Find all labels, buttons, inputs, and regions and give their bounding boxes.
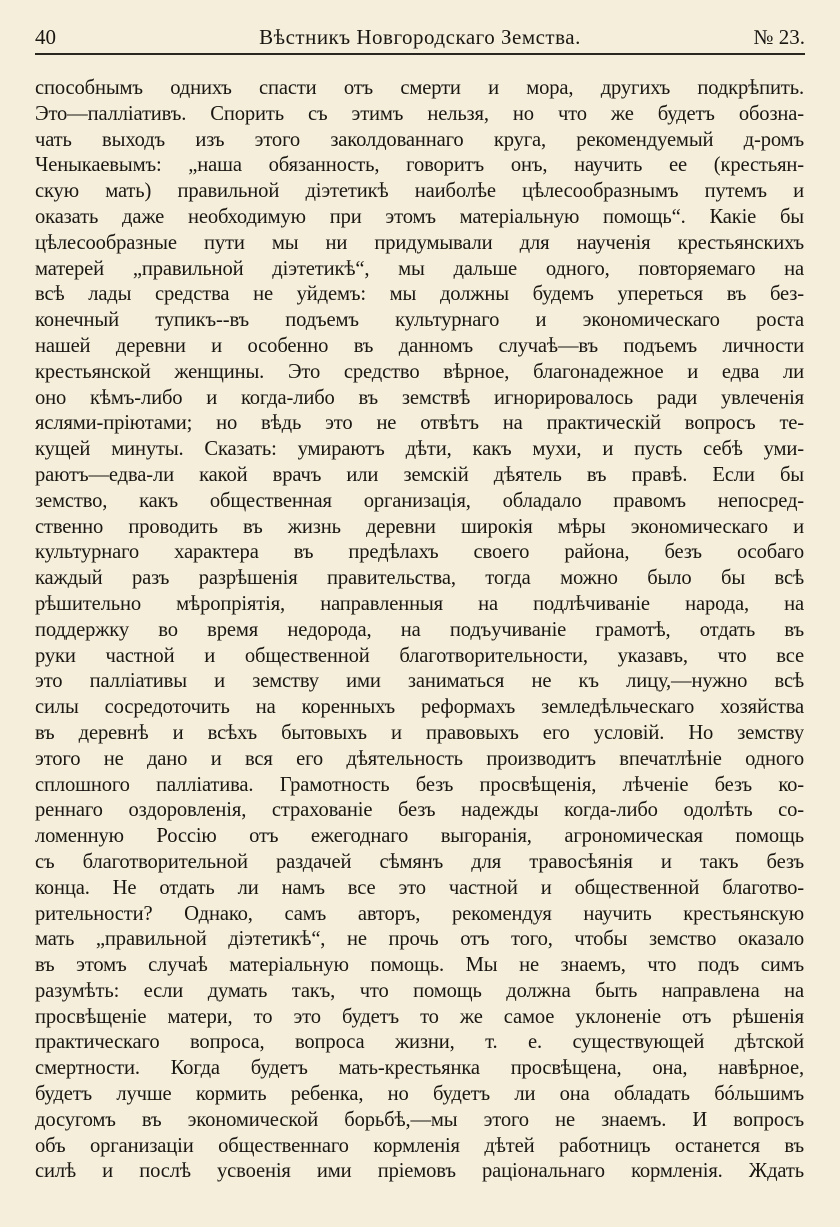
text-line: каждый разъ разрѣшенiя правительства, тогда можно было бы всѣ (35, 567, 804, 590)
journal-title: Вѣстникъ Новгородскаго Земства. (259, 25, 581, 49)
text-line: силѣ и послѣ усвоенiя ими прiемовъ рацiональнаго кормленiя. Ждать (35, 1160, 804, 1183)
issue-number: № 23. (753, 25, 805, 49)
page-number: 40 (35, 25, 56, 49)
text-line: поддержку во время недорода, на подъучиванiе грамотѣ, отдать въ (35, 618, 804, 641)
text-line: рительности? Однако, самъ авторъ, рекомендуя научить крестьянскую (35, 902, 804, 925)
text-line: объ организацiи общественнаго кормленiя дѣтей работницъ останется въ (35, 1134, 804, 1157)
text-line: яслями-прiютами; но вѣдь это не отвѣтъ на практическiй вопросъ те- (35, 412, 804, 435)
text-line: земство, какъ общественная организацiя, обладало правомъ непосред- (35, 489, 804, 512)
text-line: практическаго вопроса, вопроса жизни, т. е. существующей дѣтской (35, 1031, 804, 1054)
text-line: въ деревнѣ и всѣхъ бытовыхъ и правовыхъ его условiй. Но земству (35, 721, 804, 744)
text-line: конечный тупикъ--въ подъемъ культурнаго и экономическаго роста (35, 309, 804, 332)
running-header (35, 22, 805, 52)
text-line: силы сосредоточить на коренныхъ реформахъ земледѣльческаго хозяйства (35, 696, 804, 719)
text-line: крестьянской женщины. Это средство вѣрное, благонадежное и едва ли (35, 360, 804, 383)
text-line: будетъ лучше кормить ребенка, но будетъ ли она обладать бóльшимъ (35, 1083, 804, 1106)
body-text (35, 76, 804, 1185)
text-line: ственно проводить въ жизнь деревни широкiя мѣры экономическаго и (35, 515, 804, 538)
text-line: разумѣть: если думать такъ, что помощь должна быть направлена на (35, 979, 804, 1002)
text-line: смертности. Когда будетъ мать-крестьянка просвѣщена, она, навѣрное, (35, 1057, 804, 1080)
text-line: нашей деревни и особенно въ данномъ случаѣ—въ подъемъ личности (35, 334, 804, 357)
text-line: матерей „правильной дiэтетикѣ“, мы дальше одного, повторяемаго на (35, 257, 804, 280)
text-line: досугомъ въ экономической борьбѣ,—мы этого не знаемъ. И вопросъ (35, 1108, 804, 1131)
text-line: мать „правильной дiэтетикѣ“, не прочь отъ того, чтобы земство оказало (35, 928, 804, 951)
text-line: всѣ лады средства не уйдемъ: мы должны будемъ упереться въ без- (35, 283, 804, 306)
text-line: скую мать) правильной дiэтетикѣ наиболѣе цѣлесообразнымъ путемъ и (35, 180, 804, 203)
text-line: оказать даже необходимую при этомъ матерiальную помощь“. Какiе бы (35, 205, 804, 228)
text-line: этого не дано и вся его дѣятельность производитъ впечатлѣнiе одного (35, 747, 804, 770)
text-line: сплошного паллiатива. Грамотность безъ просвѣщенiя, лѣченiе безъ ко- (35, 773, 804, 796)
text-line: это паллiативы и земству ими заниматься не къ лицу,—нужно всѣ (35, 670, 804, 693)
text-line: руки частной и общественной благотворительности, указавъ, что все (35, 644, 804, 667)
text-line: просвѣщенiе матери, то это будетъ то же самое уклоненiе отъ рѣшенiя (35, 1005, 804, 1028)
text-line: Ченыкаевымъ: „наша обязанность, говоритъ онъ, научить ее (крестьян- (35, 154, 804, 177)
text-line: кущей минуты. Сказать: умираютъ дѣти, какъ мухи, и пусть себѣ уми- (35, 438, 804, 461)
text-line: ломенную Россiю отъ ежегоднаго выгоранiя, агрономическая помощь (35, 825, 804, 848)
text-line: конца. Не отдать ли намъ все это частной и общественной благотво- (35, 876, 804, 899)
text-line: способнымъ однихъ спасти отъ смерти и мора, другихъ подкрѣпить. (35, 77, 804, 99)
text-line: Это—паллiативъ. Спорить съ этимъ нельзя, но что же будетъ обозна- (35, 102, 804, 125)
text-line: въ этомъ случаѣ матерiальную помощь. Мы не знаемъ, что подъ симъ (35, 954, 804, 977)
text-line: рѣшительно мѣропрiятiя, направленныя на подлѣчиванiе народа, на (35, 592, 804, 615)
text-line: чать выходъ изъ этого заколдованнаго круга, рекомендуемый д-ромъ (35, 128, 804, 151)
text-line: цѣлесообразные пути мы ни придумывали для наученiя крестьянскихъ (35, 231, 804, 254)
text-line: культурнаго характера въ предѣлахъ своего района, безъ особаго (35, 541, 804, 564)
text-line: реннаго оздоровленiя, страхованiе безъ надежды когда-либо одолѣть со- (35, 799, 804, 822)
text-line: съ благотворительной раздачей сѣмянъ для травосѣянiя и такъ безъ (35, 850, 804, 873)
text-line: раютъ—едва-ли какой врачъ или земскiй дѣятель въ правѣ. Если бы (35, 463, 804, 486)
header-rule (35, 53, 805, 55)
text-line: оно кѣмъ-либо и когда-либо въ земствѣ игнорировалось ради увлеченiя (35, 386, 804, 409)
